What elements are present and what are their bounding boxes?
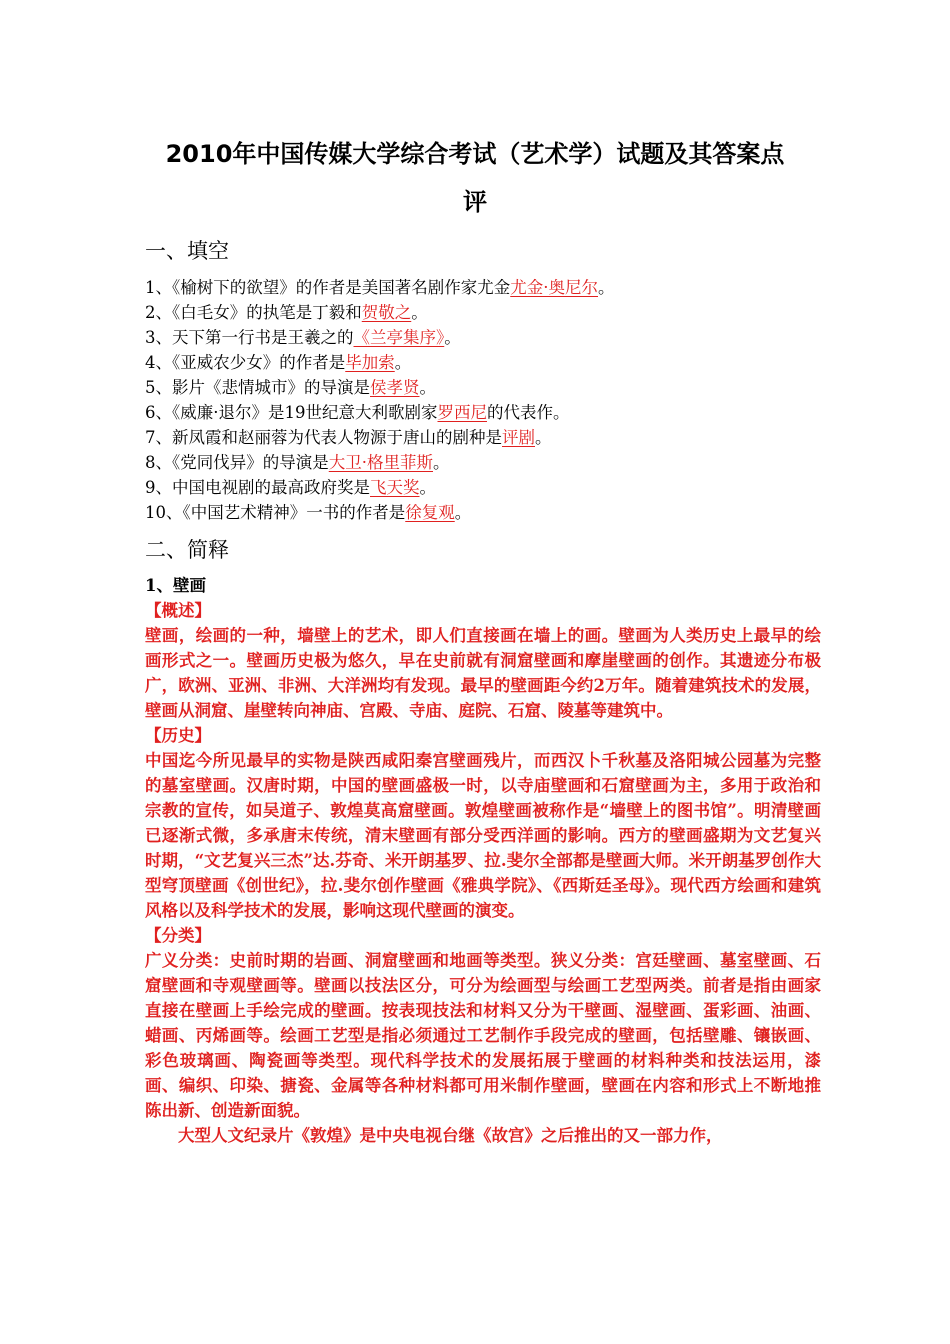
list-item: 2、《白毛女》的执笔是丁毅和贺敬之。: [145, 303, 428, 322]
answer-text: 侯孝贤: [370, 378, 420, 397]
term-heading-mural: 1、壁画: [145, 576, 206, 595]
list-item: 1、《榆树下的欲望》的作者是美国著名剧作家尤金尤金·奥尼尔。: [145, 278, 615, 297]
fill-in-list: [145, 275, 615, 525]
history-paragraph: 中国迄今所见最早的实物是陕西咸阳秦宫壁画残片，而西汉卜千秋墓及洛阳城公园墓为完整的墓室壁画。汉唐时期，中国的壁画盛极一时，以寺庙壁画和石窟壁画为主，多用于政治和宗教的宣传，如吴道子、敦煌莫高窟壁画。敦煌壁画被称作是“墙壁上的图书馆”。明清壁画已逐渐式微，多承唐末传统，清末壁画有部分受西洋画的影响。西方的壁画盛期为文艺复兴时期，“文艺复兴三杰”达.芬奇、米开朗基罗、拉.斐尔全部都是壁画大师。米开朗基罗创作大型穹顶壁画《创世纪》，拉.斐尔创作壁画《雅典学院》、《西斯廷圣母》。现代西方绘画和建筑风格以及科学技术的发展，影响这现代壁画的演变。: [145, 751, 821, 920]
list-item: 8、《党同伐异》的导演是大卫·格里菲斯。: [145, 453, 450, 472]
list-item: 4、《亚威农少女》的作者是毕加索。: [145, 353, 412, 372]
list-item: 10、《中国艺术精神》一书的作者是徐复观。: [145, 503, 472, 522]
tag-history: 【历史】: [145, 726, 211, 745]
tag-classification: 【分类】: [145, 926, 211, 945]
mural-explanation: [145, 598, 821, 1148]
tag-overview: 【概述】: [145, 601, 211, 620]
answer-text: 徐复观: [405, 503, 455, 522]
list-item: 6、《威廉·退尔》是19世纪意大利歌剧家罗西尼的代表作。: [145, 403, 570, 422]
answer-text: 评剧: [502, 428, 535, 447]
overview-paragraph: 壁画，绘画的一种，墙壁上的艺术，即人们直接画在墙上的画。壁画为人类历史上最早的绘画形式之一。壁画历史极为悠久，早在史前就有洞窟壁画和摩崖壁画的创作。其遗迹分布极广，欧洲、亚洲、非洲、大洋洲均有发现。最早的壁画距今约2万年。随着建筑技术的发展，壁画从洞窟、崖壁转向神庙、宫殿、寺庙、庭院、石窟、陵墓等建筑中。: [145, 626, 821, 720]
answer-text: 《兰亭集序》: [353, 328, 445, 347]
list-item: 9、中国电视剧的最高政府奖是飞天奖。: [145, 478, 436, 497]
answer-text: 尤金·奥尼尔: [510, 278, 598, 297]
question-text: 1、《榆树下的欲望》的作者是美国著名剧作家尤金: [145, 278, 511, 297]
answer-text: 飞天奖: [370, 478, 420, 497]
list-item: 7、新凤霞和赵丽蓉为代表人物源于唐山的剧种是评剧。: [145, 428, 552, 447]
list-item: 3、天下第一行书是王羲之的《兰亭集序》。: [145, 328, 461, 347]
closing-paragraph: 大型人文纪录片《敦煌》是中央电视台继《故宫》之后推出的又一部力作，: [178, 1126, 723, 1145]
document-title-line-1: 2010年中国传媒大学综合考试（艺术学）试题及其答案点: [165, 140, 785, 168]
answer-text: 贺敬之: [361, 303, 412, 322]
classification-paragraph: 广义分类：史前时期的岩画、洞窟壁画和地画等类型。狭义分类：宫廷壁画、墓室壁画、石窟壁画和寺观壁画等。壁画以技法区分，可分为绘画型与绘画工艺型两类。前者是指由画家直接在壁画上手绘完成的壁画。按表现技法和材料又分为干壁画、湿壁画、蛋彩画、油画、蜡画、丙烯画等。绘画工艺型是指必须通过工艺制作手段完成的壁画，包括壁雕、镶嵌画、彩色玻璃画、陶瓷画等类型。现代科学技术的发展拓展于壁画的材料种类和技法运用，漆画、编织、印染、搪瓷、金属等各种材料都可用米制作壁画，壁画在内容和形式上不断地推陈出新、创造新面貌。: [145, 951, 821, 1120]
section-heading-fill-in: 一、填空: [145, 239, 229, 263]
section-heading-brief-explanation: 二、简释: [145, 538, 229, 562]
answer-text: 大卫·格里菲斯: [328, 453, 433, 472]
document-title-line-2: 评: [463, 188, 487, 216]
list-item: 5、影片《悲情城市》的导演是侯孝贤。: [145, 378, 436, 397]
answer-text: 罗西尼: [437, 403, 487, 422]
answer-text: 毕加索: [345, 353, 395, 372]
